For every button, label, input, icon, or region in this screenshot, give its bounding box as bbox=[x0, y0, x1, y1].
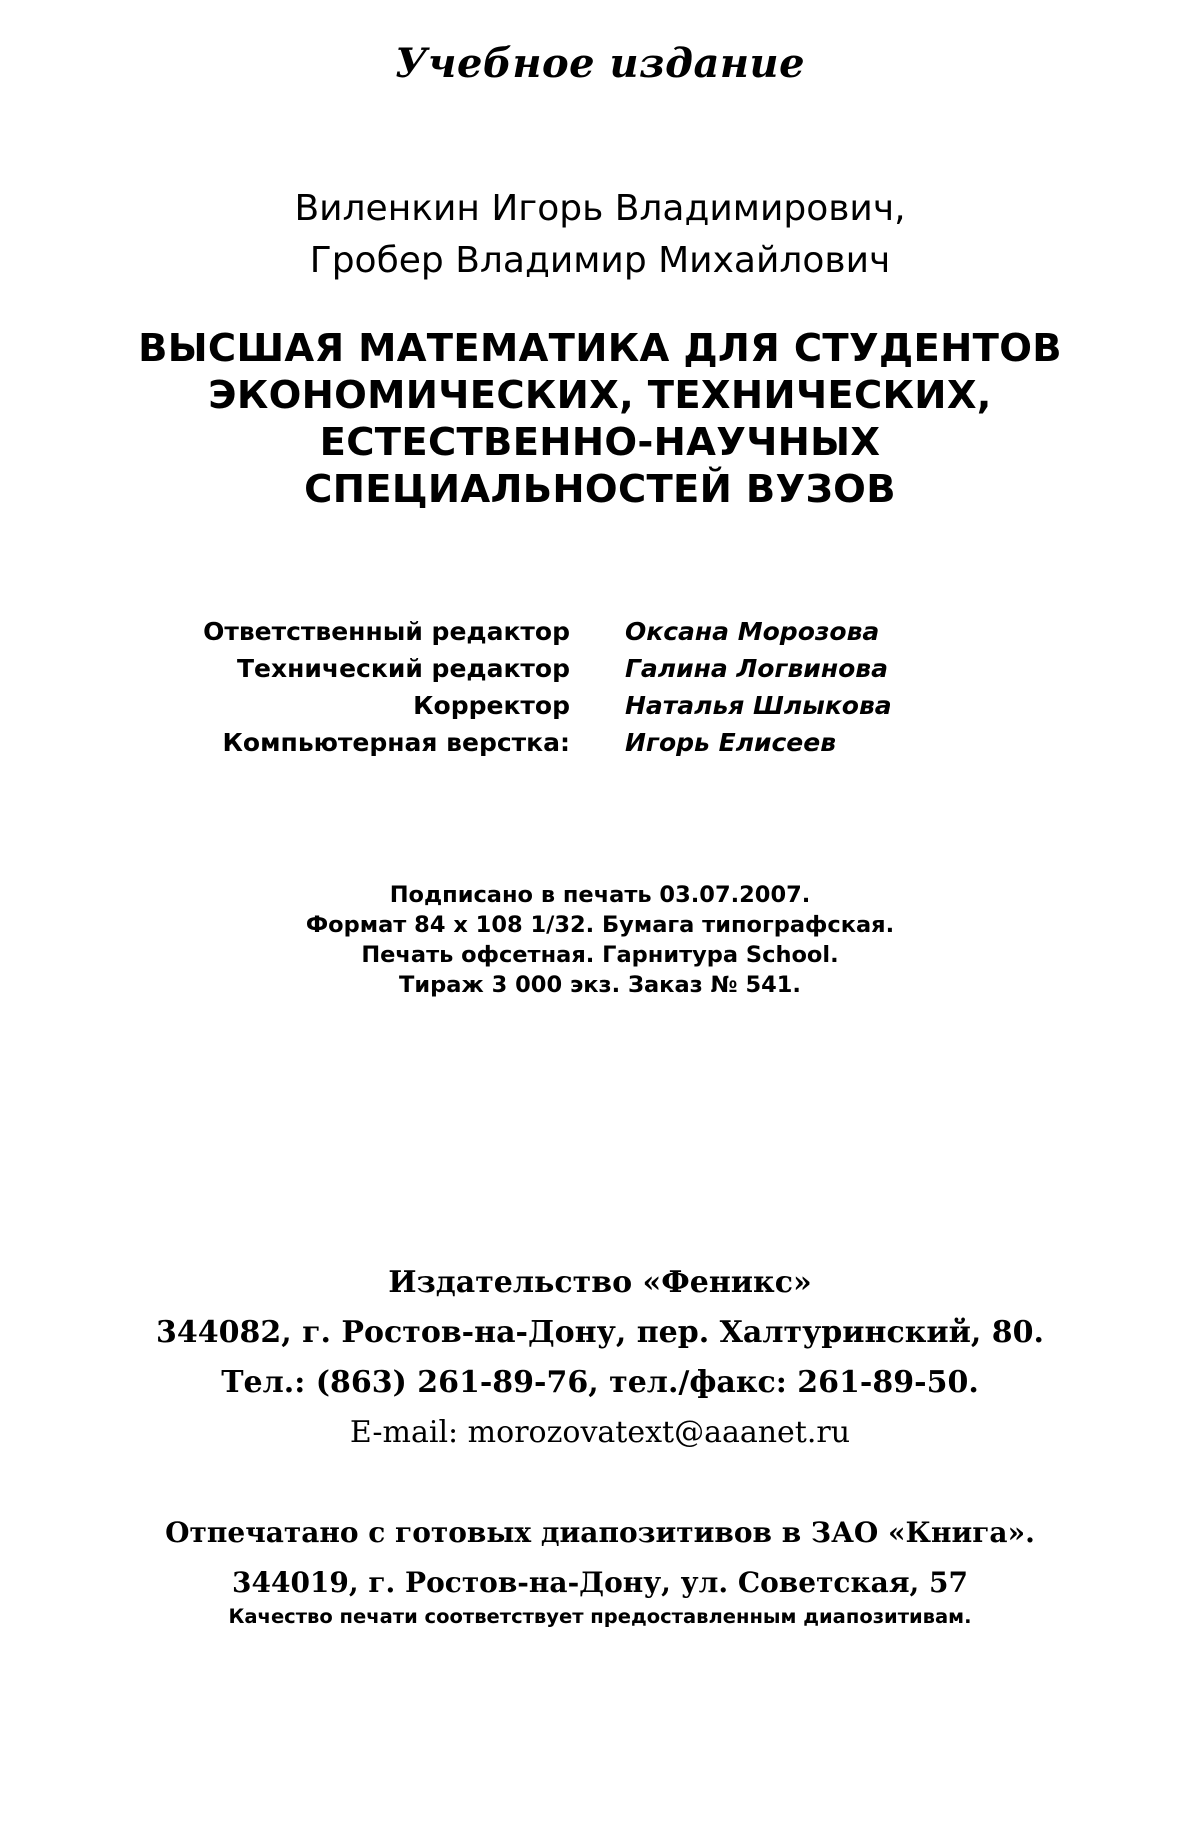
credit-name: Игорь Елисеев bbox=[625, 728, 837, 757]
credit-role: Ответственный редактор bbox=[203, 617, 570, 646]
credit-name: Наталья Шлыкова bbox=[625, 691, 892, 720]
credit-role: Компьютерная верстка: bbox=[222, 728, 570, 757]
author-line: Виленкин Игорь Владимирович, bbox=[294, 188, 906, 229]
credit-role: Технический редактор bbox=[236, 654, 570, 683]
book-title bbox=[0, 325, 1200, 513]
publisher-block bbox=[0, 1258, 1200, 1458]
authors-block bbox=[0, 183, 1200, 287]
edition-label: Учебное издание bbox=[394, 40, 806, 87]
credit-role: Корректор bbox=[413, 691, 570, 720]
credit-row bbox=[0, 613, 1200, 650]
credit-row bbox=[0, 724, 1200, 761]
printer-address: 344019, г. Ростов-на-Дону, ул. Советская, 57 bbox=[232, 1566, 968, 1599]
publisher-email: E-mail: morozovatext@aaanet.ru bbox=[349, 1415, 851, 1450]
credits-block bbox=[0, 613, 1200, 761]
publisher-name: Издательство «Феникс» bbox=[388, 1265, 812, 1300]
print-info-block bbox=[0, 880, 1200, 1000]
print-info-line: Тираж 3 000 экз. Заказ № 541. bbox=[399, 972, 801, 998]
credit-name: Галина Логвинова bbox=[625, 654, 888, 683]
print-info-line: Формат 84 х 108 1/32. Бумага типографская. bbox=[305, 912, 895, 938]
book-title-line: ЭКОНОМИЧЕСКИХ, ТЕХНИЧЕСКИХ, bbox=[208, 373, 992, 418]
print-quality-note: Качество печати соответствует предоставленным диапозитивам. bbox=[228, 1605, 972, 1628]
book-title-line: СПЕЦИАЛЬНОСТЕЙ ВУЗОВ bbox=[304, 467, 896, 512]
book-title-line: ВЫСШАЯ МАТЕМАТИКА ДЛЯ СТУДЕНТОВ bbox=[138, 326, 1062, 371]
book-title-line: ЕСТЕСТВЕННО-НАУЧНЫХ bbox=[319, 420, 881, 465]
credit-row bbox=[0, 687, 1200, 724]
credit-name: Оксана Морозова bbox=[625, 617, 880, 646]
author-line: Гробер Владимир Михайлович bbox=[309, 240, 891, 281]
print-info-line: Печать офсетная. Гарнитура School. bbox=[361, 942, 839, 968]
credit-row bbox=[0, 650, 1200, 687]
publisher-address: 344082, г. Ростов-на-Дону, пер. Халтуринский, 80. bbox=[156, 1315, 1044, 1350]
print-info-line: Подписано в печать 03.07.2007. bbox=[389, 882, 811, 908]
printer-block bbox=[0, 1508, 1200, 1608]
printer-statement: Отпечатано с готовых диапозитивов в ЗАО «Книга». bbox=[165, 1516, 1035, 1549]
publisher-phones: Тел.: (863) 261-89-76, тел./факс: 261-89-50. bbox=[221, 1365, 979, 1400]
